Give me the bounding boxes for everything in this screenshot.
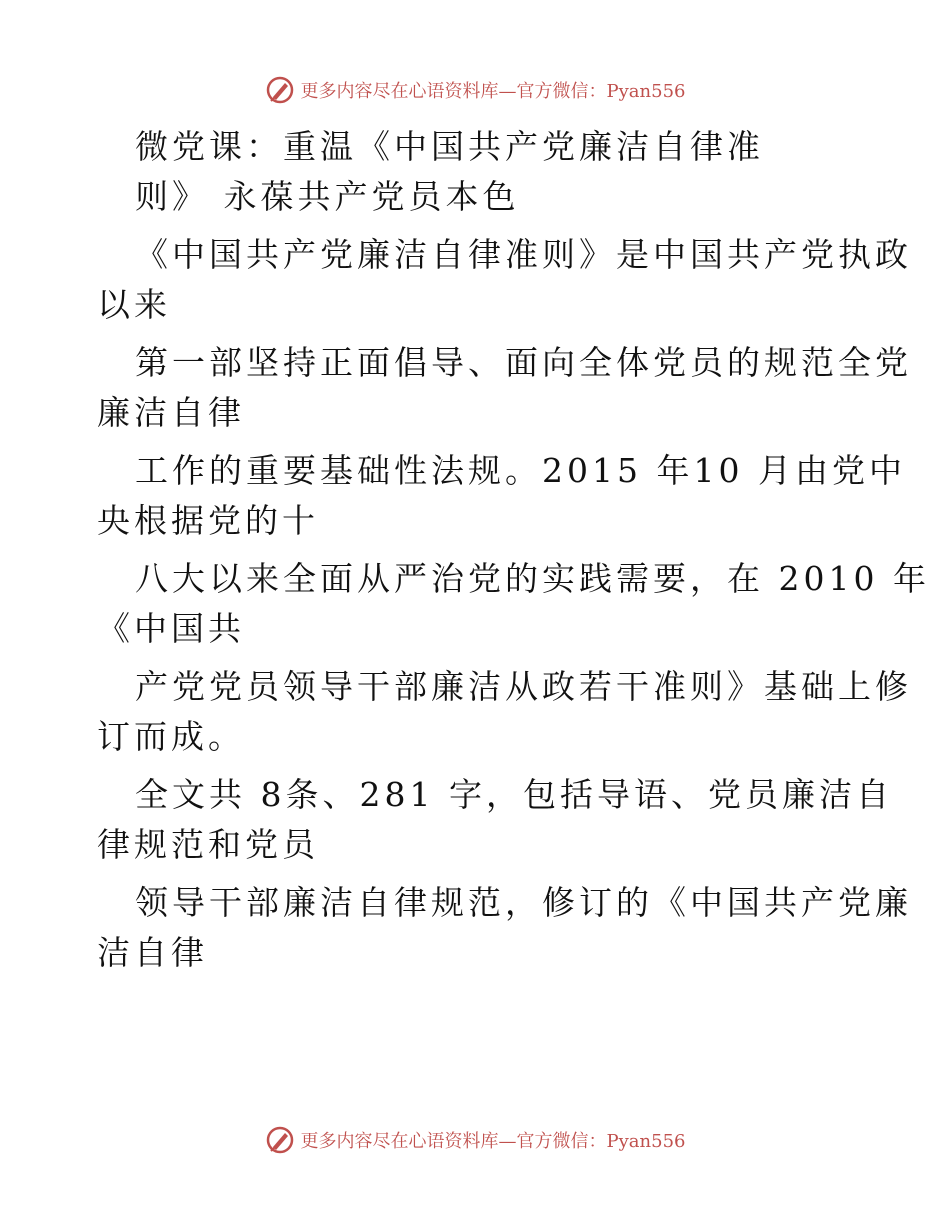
paragraph-line: 工作的重要基础性法规。2015 年10 月由党中	[135, 451, 906, 490]
document-body	[97, 122, 930, 978]
paragraph-line: 领导干部廉洁自律规范，修订的《中国共产党廉	[135, 883, 912, 922]
paragraph-line: 第一部坚持正面倡导、面向全体党员的规范全党	[135, 343, 912, 382]
paragraph-line: 以来	[97, 285, 171, 324]
pen-logo-icon	[265, 1125, 295, 1155]
footer-banner-text: 更多内容尽在心语资料库—官方微信：Pyan556	[300, 1131, 686, 1152]
paragraph-line: 产党党员领导干部廉洁从政若干准则》基础上修	[135, 667, 912, 706]
paragraph-line: 八大以来全面从严治党的实践需要，在 2010 年	[135, 559, 930, 598]
paragraph-line: 订而成。	[97, 717, 245, 756]
title-line-1: 微党课：重温《中国共产党廉洁自律准	[135, 127, 764, 166]
paragraph-line: 律规范和党员	[97, 825, 319, 864]
header-banner-text: 更多内容尽在心语资料库—官方微信：Pyan556	[300, 81, 686, 102]
paragraph-line: 洁自律	[97, 933, 208, 972]
paragraph-line: 全文共 8条、281 字，包括导语、党员廉洁自	[135, 775, 893, 814]
header-banner	[0, 70, 950, 110]
paragraph-line: 《中国共	[97, 609, 245, 648]
paragraph-line: 廉洁自律	[97, 393, 245, 432]
paragraph-line: 《中国共产党廉洁自律准则》是中国共产党执政	[135, 235, 912, 274]
pen-logo-icon	[265, 75, 295, 105]
footer-banner	[0, 1120, 950, 1160]
paragraph-line: 央根据党的十	[97, 501, 319, 540]
title-line-2: 则》 永葆共产党员本色	[135, 177, 520, 216]
